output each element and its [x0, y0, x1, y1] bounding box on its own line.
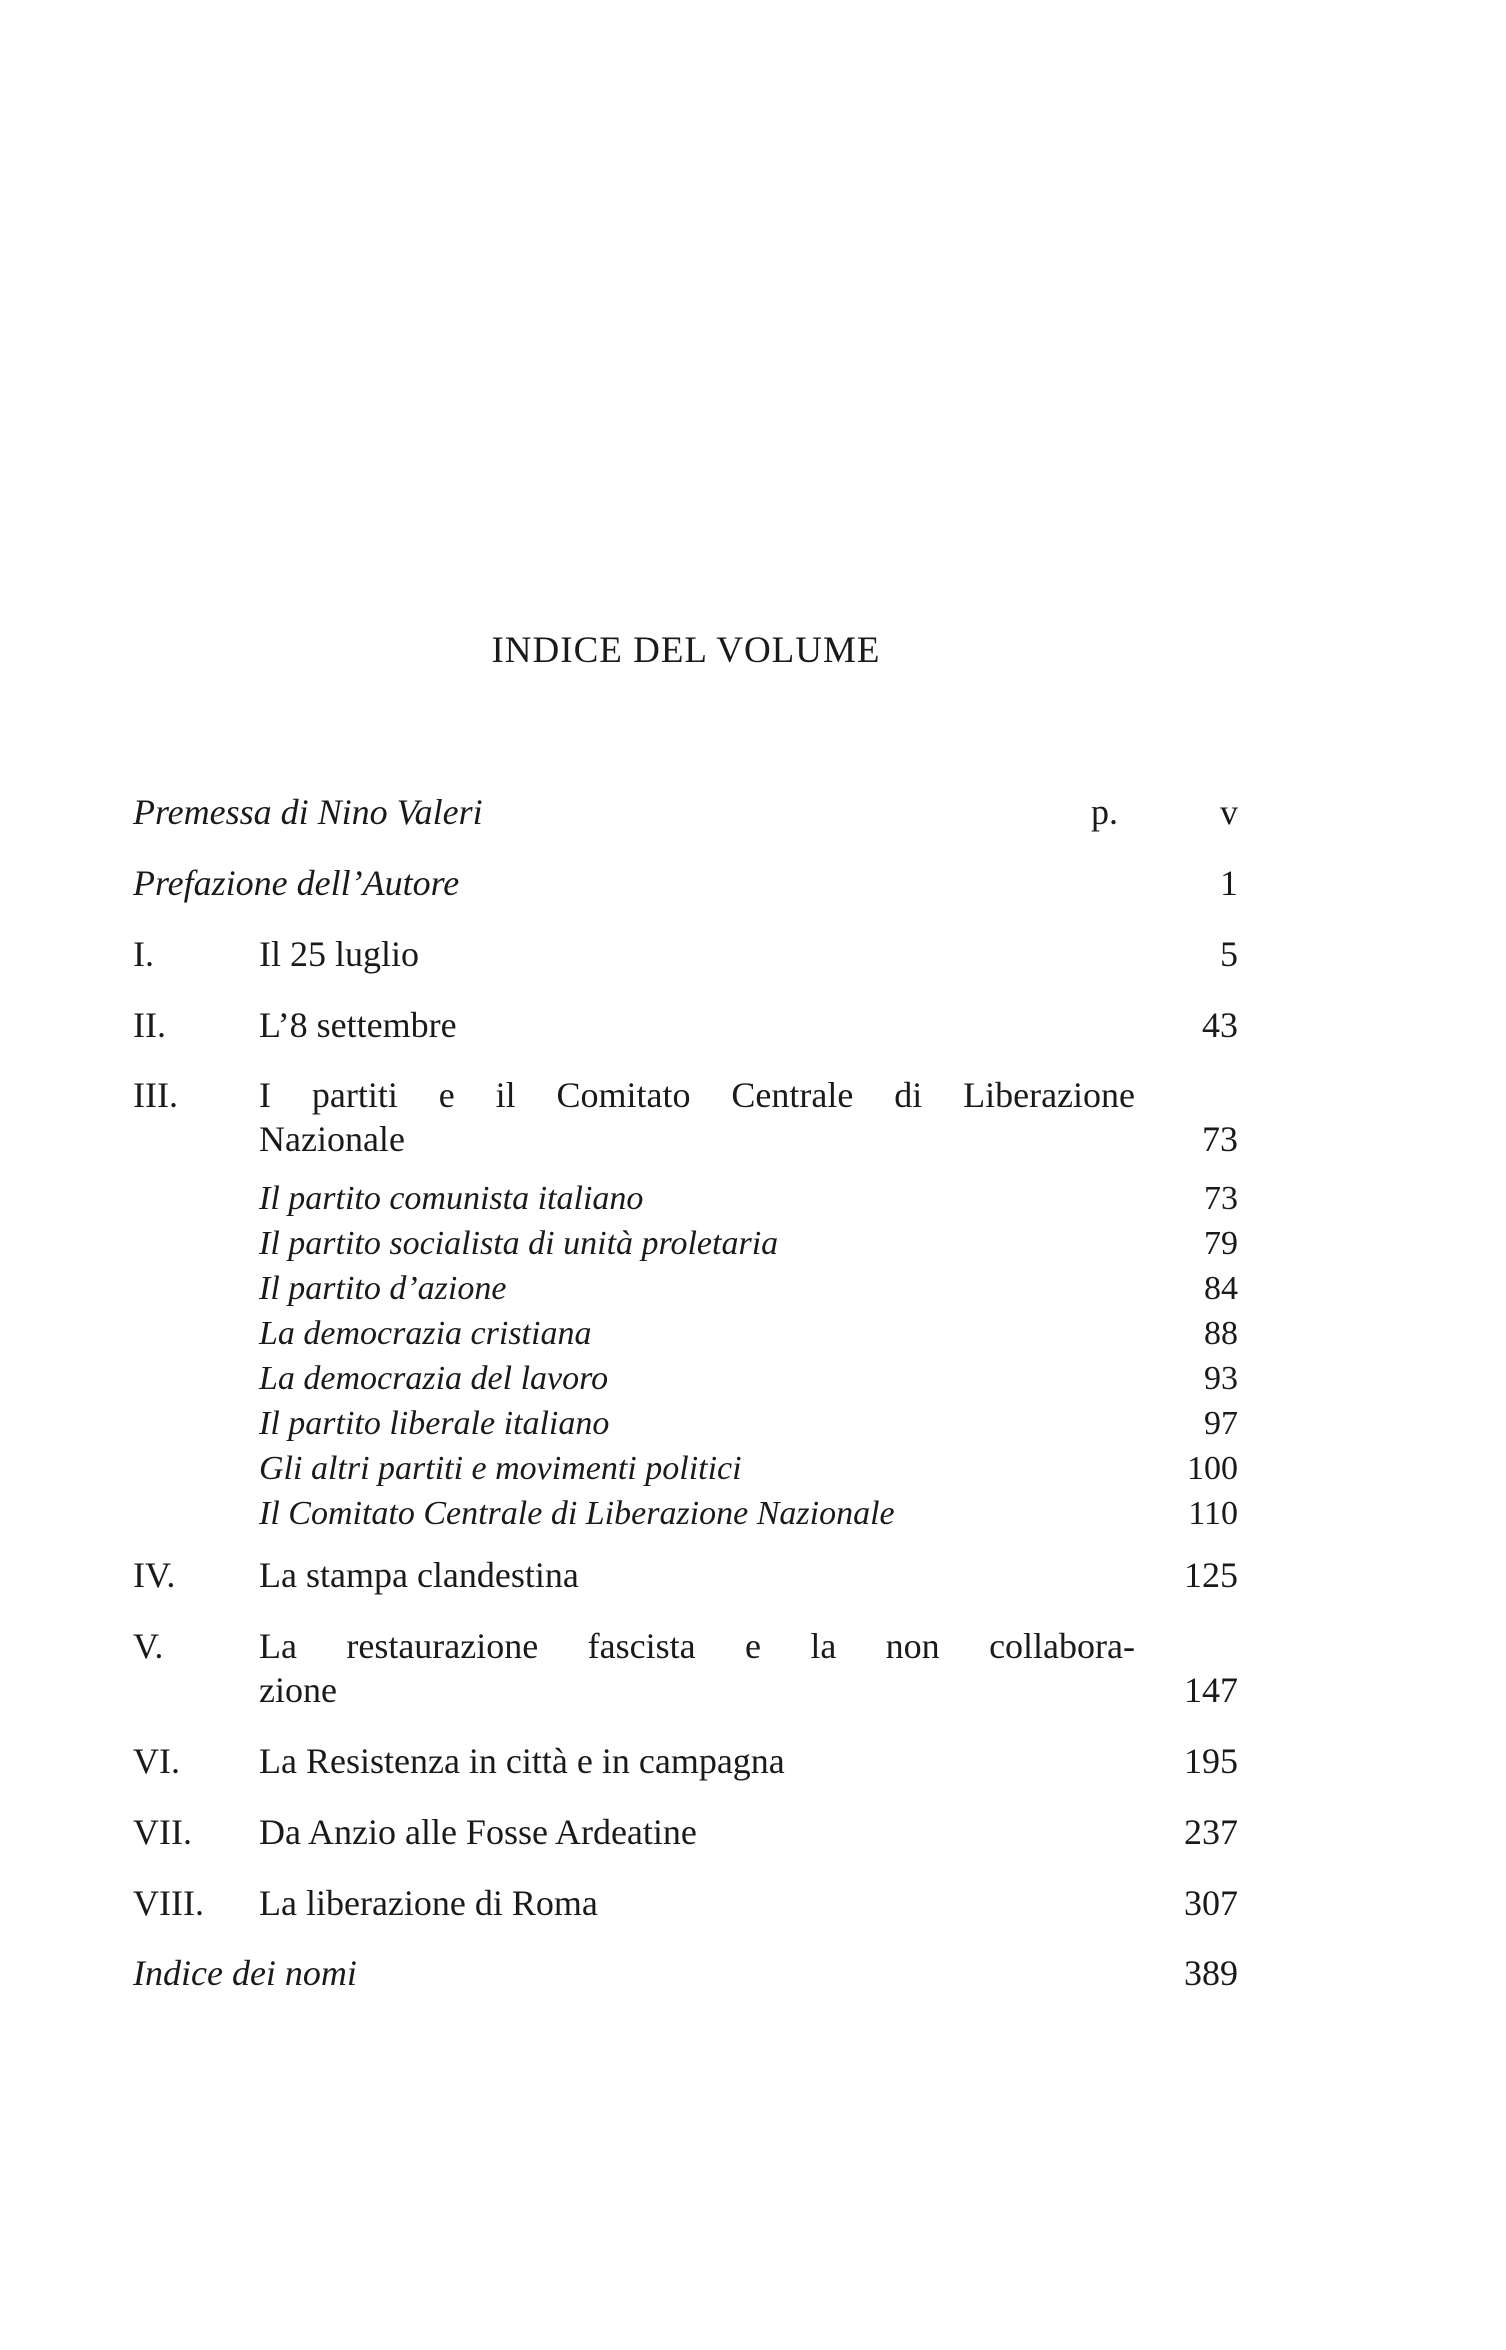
chapter-page: 5 — [1220, 934, 1238, 974]
toc-subsection[interactable] — [259, 1311, 1238, 1356]
page-marker: p. — [1091, 792, 1118, 832]
page-title: INDICE DEL VOLUME — [491, 630, 881, 671]
toc-subsection[interactable] — [259, 1176, 1238, 1221]
chapter-number: VI. — [133, 1741, 180, 1781]
chapter-page: 43 — [1202, 1005, 1238, 1045]
chapter-number: IV. — [133, 1555, 176, 1595]
toc-entry-title: Indice dei nomi — [133, 1953, 357, 1993]
subsection-page: 73 — [1204, 1180, 1238, 1217]
toc-chapter-3[interactable] — [133, 1073, 1238, 1161]
chapter-page: 125 — [1184, 1555, 1238, 1595]
subsection-title: Il partito liberale italiano — [259, 1405, 610, 1442]
subsection-title: Il partito comunista italiano — [259, 1180, 644, 1217]
chapter-title: Il 25 luglio — [259, 934, 419, 974]
subsection-page: 93 — [1204, 1360, 1238, 1397]
chapter-title: La stampa clandestina — [259, 1555, 579, 1595]
chapter-title: La liberazione di Roma — [259, 1883, 598, 1923]
chapter-title-line-2: Nazionale — [259, 1119, 405, 1159]
chapter-page: 73 — [1202, 1119, 1238, 1159]
subsection-title: La democrazia cristiana — [259, 1315, 592, 1352]
subsection-title: La democrazia del lavoro — [259, 1360, 609, 1397]
subsection-page: 100 — [1187, 1450, 1238, 1487]
toc-subsection[interactable] — [259, 1356, 1238, 1401]
toc-entry-page: 389 — [1184, 1953, 1238, 1993]
subsection-title: Il partito d’azione — [259, 1270, 507, 1307]
toc-entry-title: Prefazione dell’Autore — [133, 863, 460, 903]
chapter-number: I. — [133, 934, 154, 974]
subsection-title: Il partito socialista di unità proletaria — [259, 1225, 779, 1262]
toc-subsection[interactable] — [259, 1401, 1238, 1446]
chapter-page: 147 — [1184, 1670, 1238, 1710]
subsection-page: 110 — [1188, 1495, 1238, 1532]
chapter-title-line-2: zione — [259, 1670, 337, 1710]
subsection-title: Il Comitato Centrale di Liberazione Nazionale — [259, 1495, 895, 1532]
toc-subsection[interactable] — [259, 1491, 1238, 1536]
chapter-title-line-1: La restaurazione fascista e la non collabora- — [259, 1626, 1135, 1666]
chapter-title-line-1: I partiti e il Comitato Centrale di Liberazione — [259, 1075, 1135, 1115]
chapter-page: 237 — [1184, 1812, 1238, 1852]
toc-subsection[interactable] — [259, 1446, 1238, 1491]
toc-entry-page: 1 — [1220, 863, 1238, 903]
chapter-title: L’8 settembre — [259, 1005, 457, 1045]
toc-subsection[interactable] — [259, 1266, 1238, 1311]
toc-chapter-5[interactable] — [133, 1624, 1238, 1712]
chapter-title — [259, 1073, 1135, 1161]
chapter-page: 195 — [1184, 1741, 1238, 1781]
toc-subsection[interactable] — [259, 1221, 1238, 1266]
chapter-number: VII. — [133, 1812, 192, 1852]
chapter-number: V. — [133, 1626, 164, 1666]
subsection-page: 97 — [1204, 1405, 1238, 1442]
subsection-page: 79 — [1204, 1225, 1238, 1262]
chapter-number: III. — [133, 1075, 178, 1115]
chapter-title: Da Anzio alle Fosse Ardeatine — [259, 1812, 697, 1852]
chapter-page: 307 — [1184, 1883, 1238, 1923]
chapter-title — [259, 1624, 1135, 1712]
chapter-title: La Resistenza in città e in campagna — [259, 1741, 785, 1781]
chapter-number: II. — [133, 1005, 166, 1045]
subsection-page: 88 — [1204, 1315, 1238, 1352]
chapter-number: VIII. — [133, 1883, 204, 1923]
subsection-page: 84 — [1204, 1270, 1238, 1307]
toc-entry-page: v — [1220, 792, 1238, 832]
toc-entry-title: Premessa di Nino Valeri — [133, 792, 483, 832]
subsection-title: Gli altri partiti e movimenti politici — [259, 1450, 742, 1487]
